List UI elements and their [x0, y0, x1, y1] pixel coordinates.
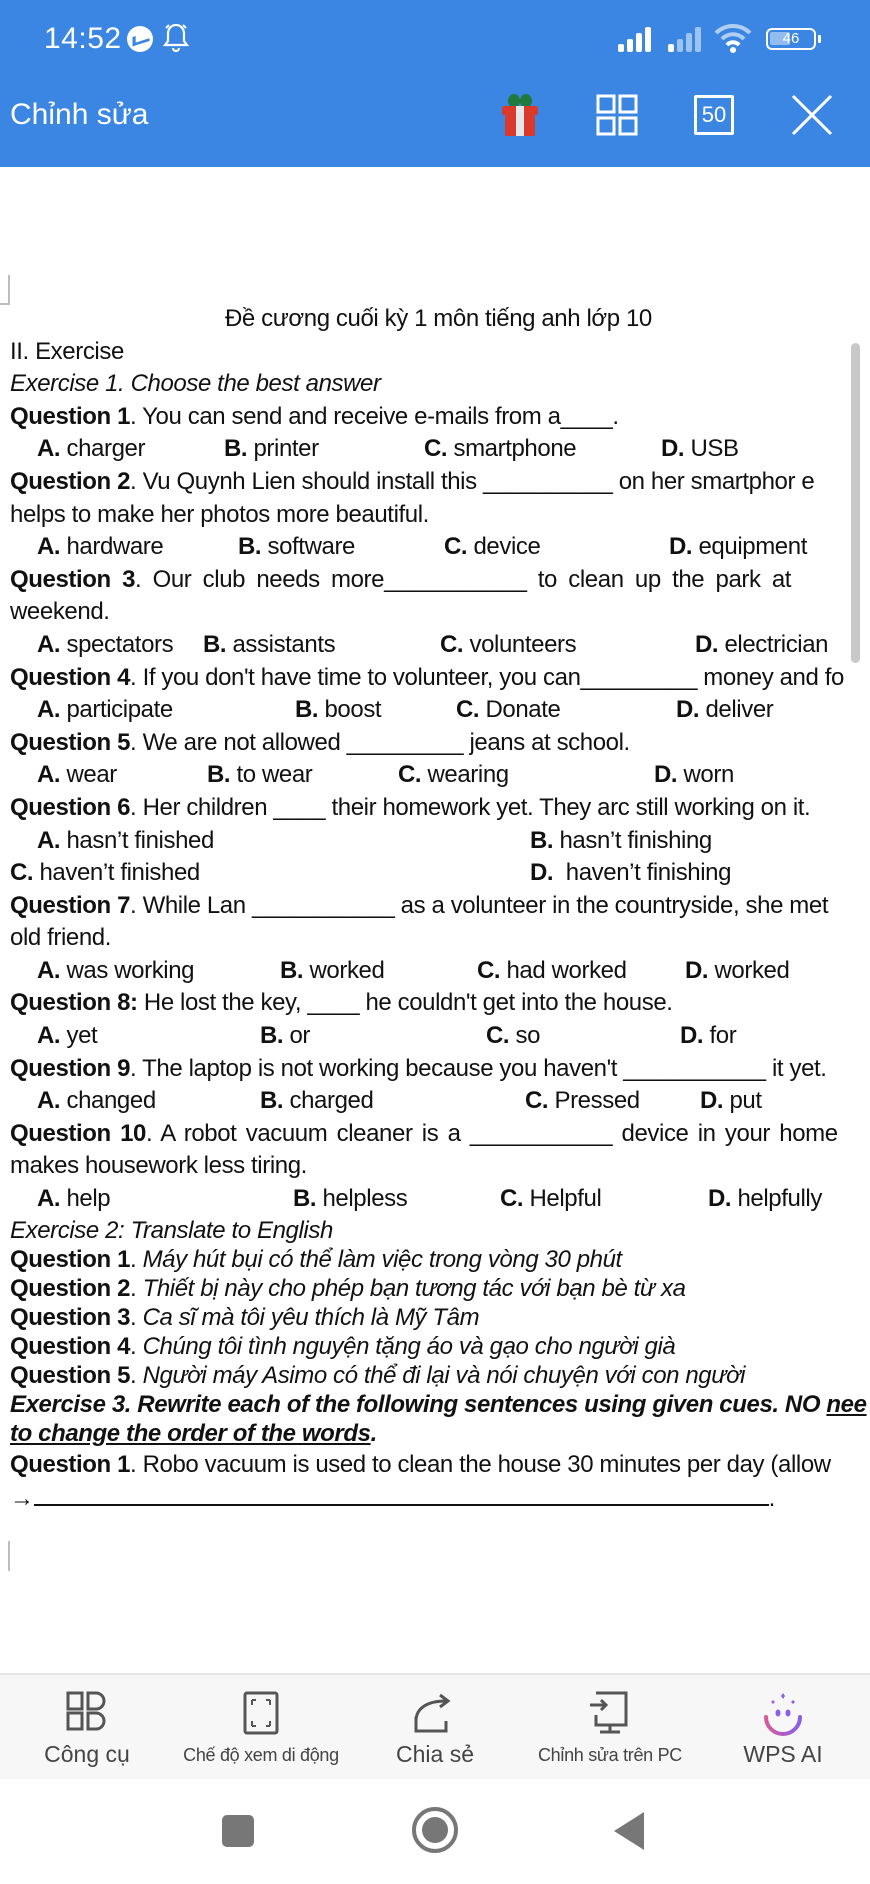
- answer-option: [676, 694, 773, 727]
- answer-option: [37, 759, 117, 792]
- text-fragment: Thiết bị này cho phép bạn tương tác với bạn bè từ xa: [142, 1274, 686, 1302]
- text-fragment: A.: [37, 826, 61, 854]
- text-fragment: .: [130, 728, 137, 756]
- text-fragment: device: [473, 533, 541, 561]
- answer-option: [661, 433, 739, 466]
- text-fragment: B.: [224, 435, 248, 463]
- document-canvas[interactable]: [0, 167, 870, 1672]
- answer-option: [685, 955, 789, 988]
- status-bar: [0, 0, 870, 78]
- text-fragment: A.: [37, 533, 61, 561]
- text-fragment: .: [130, 793, 137, 821]
- question-7-cont: old friend.: [10, 924, 111, 952]
- bottom-toolbar: [0, 1673, 870, 1779]
- answer-option: [708, 1183, 822, 1216]
- text-fragment: A.: [37, 1185, 61, 1213]
- text-fragment: B.: [280, 956, 304, 984]
- answer-blank[interactable]: [34, 1484, 769, 1506]
- answer-option: [293, 1183, 407, 1216]
- text-fragment: .: [145, 1119, 153, 1147]
- alarm-bell-icon: [163, 22, 189, 57]
- answer-option: [295, 694, 381, 727]
- text-fragment: C.: [456, 696, 480, 724]
- text-fragment: D.: [685, 956, 709, 984]
- text-fragment: B.: [238, 533, 262, 561]
- answer-option: [424, 433, 576, 466]
- question-3-cont: weekend.: [10, 598, 110, 626]
- text-fragment: Question 6: [10, 793, 131, 821]
- text-fragment: deliver: [705, 696, 774, 724]
- text-fragment: worked: [309, 956, 385, 984]
- text-fragment: D.: [661, 435, 685, 463]
- answer-option: [530, 825, 712, 858]
- rewrite-question-1: [10, 1448, 870, 1482]
- wps-ai-icon: [761, 1691, 805, 1742]
- question-8: [10, 987, 870, 1020]
- answer-option: [280, 955, 384, 988]
- close-icon[interactable]: [790, 92, 834, 138]
- question-7: [10, 890, 870, 923]
- text-fragment: haven’t finished: [39, 859, 200, 887]
- text-fragment: software: [267, 533, 355, 561]
- text-fragment: While Lan ___________ as a volunteer in the countryside, she met: [136, 891, 829, 919]
- text-fragment: to wear: [236, 761, 313, 789]
- text-fragment: B.: [295, 696, 319, 724]
- text-fragment: C.: [486, 1022, 510, 1050]
- answer-option: [224, 433, 319, 466]
- text-fragment: C.: [444, 533, 468, 561]
- app-header: [0, 0, 870, 167]
- text-fragment: We are not allowed _________ jeans at school.: [136, 728, 630, 756]
- document-content[interactable]: [10, 303, 870, 1516]
- text-fragment: D.: [695, 630, 719, 658]
- text-fragment: .: [130, 402, 137, 430]
- messenger-icon: [127, 26, 153, 52]
- battery-icon: [766, 28, 816, 50]
- question-5: [10, 727, 870, 760]
- text-fragment: Question 5: [10, 728, 131, 756]
- text-fragment: C.: [398, 761, 422, 789]
- text-fragment: .: [130, 467, 137, 495]
- options-1: [10, 433, 870, 466]
- vertical-scrollbar[interactable]: [851, 343, 860, 663]
- question-2-cont: helps to make her photos more beautiful.: [10, 500, 429, 528]
- answer-option: [37, 433, 145, 466]
- options-4: [10, 694, 870, 727]
- text-fragment: .: [768, 1484, 775, 1512]
- text-fragment: participate: [66, 696, 173, 724]
- answer-option: [260, 1085, 373, 1118]
- options-5: [10, 759, 870, 792]
- text-fragment: Question 9: [10, 1054, 131, 1082]
- answer-option: [207, 759, 312, 792]
- text-fragment: :: [130, 989, 138, 1017]
- exercise2-heading: Exercise 2: Translate to English: [10, 1216, 333, 1244]
- text-fragment: Our club needs more___________ to clean up the park at: [141, 565, 792, 593]
- text-fragment: C.: [440, 630, 464, 658]
- text-fragment: B.: [530, 826, 554, 854]
- answer-option: [440, 629, 576, 662]
- tools-button[interactable]: Công cụ: [22, 1675, 152, 1781]
- text-fragment: Question 1: [10, 402, 131, 430]
- answer-option: [680, 1020, 736, 1053]
- answer-option: [37, 1020, 97, 1053]
- text-fragment: Question 4: [10, 1332, 131, 1360]
- answer-option: [37, 694, 173, 727]
- question-3: [10, 564, 870, 597]
- options-3: [10, 629, 870, 662]
- text-fragment: A robot vacuum cleaner is a ___________ device in your home: [152, 1119, 838, 1147]
- answer-option: [700, 1085, 762, 1118]
- text-fragment: If you don't have time to volunteer, you can_________ money and fo: [136, 663, 844, 691]
- text-fragment: Her children ____ their homework yet. They arc still working on it.: [136, 793, 811, 821]
- text-fragment: A.: [37, 435, 61, 463]
- exercise3-heading: [10, 1390, 870, 1419]
- text-fragment: yet: [66, 1022, 98, 1050]
- text-fragment: wear: [66, 761, 117, 789]
- grid-view-icon[interactable]: [596, 92, 638, 138]
- text-fragment: or: [289, 1022, 311, 1050]
- text-fragment: Ca sĩ mà tôi yêu thích là Mỹ Tâm: [142, 1303, 480, 1331]
- text-fragment: The laptop is not working because you haven't ___________ it yet.: [136, 1054, 827, 1082]
- edit-title[interactable]: Chỉnh sửa: [10, 98, 149, 131]
- wps-ai-button[interactable]: WPS AI: [718, 1675, 848, 1781]
- answer-option: [37, 629, 173, 662]
- text-fragment: haven’t finishing: [565, 859, 732, 887]
- question-9: [10, 1053, 870, 1086]
- exercise1-heading: Exercise 1. Choose the best answer: [10, 370, 381, 398]
- answer-option: [37, 531, 163, 564]
- text-fragment: helpless: [322, 1185, 408, 1213]
- text-fragment: Question 3: [10, 1303, 131, 1331]
- answer-option: [238, 531, 355, 564]
- text-fragment: C.: [424, 435, 448, 463]
- translate-question-4: Question 4. Chúng tôi tình nguyện tặng áo và gạo cho người già: [10, 1332, 676, 1360]
- answer-option: [37, 1183, 110, 1216]
- translate-question-2: Question 2. Thiết bị này cho phép bạn tương tác với bạn bè từ xa: [10, 1274, 686, 1302]
- text-fragment: boost: [324, 696, 382, 724]
- text-fragment: A.: [37, 630, 61, 658]
- answer-option: [477, 955, 627, 988]
- text-fragment: Question 7: [10, 891, 131, 919]
- text-fragment: A.: [37, 956, 61, 984]
- text-fragment: Question 2: [10, 467, 131, 495]
- text-fragment: Người máy Asimo có thể đi lại và nói chuyện với con người: [142, 1361, 746, 1389]
- text-fragment: . Robo vacuum is used to clean the house 30 minutes per day (allow: [130, 1450, 831, 1478]
- recent-apps-button[interactable]: [222, 1815, 254, 1847]
- text-fragment: nee: [826, 1390, 867, 1418]
- text-fragment: C.: [500, 1185, 524, 1213]
- text-fragment: B.: [293, 1185, 317, 1213]
- text-fragment: charger: [66, 435, 146, 463]
- text-fragment: C.: [525, 1087, 549, 1115]
- text-fragment: D.: [669, 533, 693, 561]
- text-fragment: C.: [477, 956, 501, 984]
- text-fragment: .: [130, 663, 137, 691]
- text-fragment: B.: [207, 761, 231, 789]
- answer-option: [398, 759, 509, 792]
- text-fragment: A.: [37, 1022, 61, 1050]
- text-fragment: A.: [37, 1087, 61, 1115]
- text-fragment: worn: [683, 761, 734, 789]
- answer-option: [500, 1183, 601, 1216]
- options-6a: [10, 825, 870, 858]
- text-fragment: D.: [676, 696, 700, 724]
- text-fragment: B.: [260, 1087, 284, 1115]
- text-fragment: Exercise 3. Rewrite each of the following sentences using given cues. NO: [10, 1390, 827, 1418]
- text-fragment: Helpful: [529, 1185, 602, 1213]
- text-fragment: .: [370, 1419, 377, 1447]
- text-fragment: wearing: [427, 761, 509, 789]
- text-fragment: Question 2: [10, 1274, 131, 1302]
- text-fragment: .: [135, 565, 142, 593]
- text-fragment: Question 5: [10, 1361, 131, 1389]
- share-icon: [412, 1691, 458, 1740]
- answer-option: [486, 1020, 540, 1053]
- toolbar: [0, 78, 870, 167]
- text-fragment: smartphone: [453, 435, 577, 463]
- text-fragment: hasn’t finishing: [559, 826, 712, 854]
- edit-on-pc-icon: [588, 1691, 632, 1740]
- translate-question-1: Question 1. Máy hút bụi có thể làm việc trong vòng 30 phút: [10, 1245, 622, 1273]
- answer-option: [530, 857, 731, 890]
- text-fragment: D.: [530, 859, 554, 887]
- wifi-icon: [714, 22, 752, 59]
- home-button[interactable]: [412, 1807, 458, 1853]
- text-fragment: A.: [37, 696, 61, 724]
- text-fragment: B.: [203, 630, 227, 658]
- text-fragment: so: [515, 1022, 541, 1050]
- doc-title: Đề cương cuối kỳ 1 môn tiếng anh lớp 10: [225, 305, 652, 332]
- text-fragment: equipment: [698, 533, 807, 561]
- answer-option: [37, 955, 194, 988]
- back-button[interactable]: [614, 1812, 644, 1850]
- page-corner-mark: [0, 275, 10, 305]
- answer-option: [37, 825, 214, 858]
- text-fragment: spectators: [66, 630, 174, 658]
- page-corner-mark: [0, 1541, 10, 1571]
- options-2: [10, 531, 870, 564]
- text-fragment: Question 1: [10, 1450, 131, 1478]
- battery-level: 46: [782, 30, 800, 47]
- exercise3-heading-cont: [10, 1419, 870, 1448]
- text-fragment: for: [709, 1022, 737, 1050]
- text-fragment: You can send and receive e-mails from a____.: [136, 402, 619, 430]
- text-fragment: to change the order of the words: [10, 1419, 371, 1447]
- text-fragment: D.: [680, 1022, 704, 1050]
- answer-option: [10, 857, 200, 890]
- gift-icon[interactable]: [500, 92, 540, 138]
- text-fragment: assistants: [232, 630, 336, 658]
- options-6b: [10, 857, 870, 890]
- answer-option: [695, 629, 828, 662]
- answer-option: [260, 1020, 310, 1053]
- text-fragment: B.: [260, 1022, 284, 1050]
- answer-option: [37, 1085, 156, 1118]
- text-fragment: changed: [66, 1087, 156, 1115]
- text-fragment: C.: [10, 859, 34, 887]
- text-fragment: Question 3: [10, 565, 136, 593]
- text-fragment: Chúng tôi tình nguyện tặng áo và gạo cho người già: [142, 1332, 676, 1360]
- answer-option: [669, 531, 807, 564]
- text-fragment: .: [130, 1054, 137, 1082]
- text-fragment: was working: [66, 956, 195, 984]
- question-10-cont: makes housework less tiring.: [10, 1152, 307, 1180]
- text-fragment: charged: [289, 1087, 374, 1115]
- text-fragment: help: [66, 1185, 111, 1213]
- text-fragment: Question 8: [10, 989, 131, 1017]
- text-fragment: Vu Quynh Lien should install this __________ on her smartphor e: [136, 467, 815, 495]
- share-button[interactable]: Chia sẻ: [370, 1675, 500, 1781]
- text-fragment: helpfully: [737, 1185, 822, 1213]
- text-fragment: USB: [690, 435, 739, 463]
- question-1: [10, 401, 870, 434]
- text-fragment: had worked: [506, 956, 627, 984]
- tools-icon: [66, 1691, 108, 1738]
- options-8: [10, 1020, 870, 1053]
- text-fragment: Question 4: [10, 663, 131, 691]
- text-fragment: Question 10: [10, 1119, 146, 1147]
- text-fragment: volunteers: [469, 630, 577, 658]
- text-fragment: D.: [654, 761, 678, 789]
- answer-option: [525, 1085, 640, 1118]
- section-heading: II. Exercise: [10, 337, 124, 365]
- text-fragment: D.: [700, 1087, 724, 1115]
- options-10: [10, 1183, 870, 1216]
- text-fragment: Donate: [485, 696, 561, 724]
- system-nav-bar: [0, 1779, 870, 1884]
- question-2: [10, 466, 870, 499]
- translate-question-3: Question 3. Ca sĩ mà tôi yêu thích là Mỹ Tâm: [10, 1303, 480, 1331]
- text-fragment: Pressed: [554, 1087, 640, 1115]
- mobile-view-icon: [243, 1691, 279, 1740]
- rewrite-answer-line: → .: [10, 1484, 775, 1512]
- text-fragment: Máy hút bụi có thể làm việc trong vòng 30 phút: [142, 1245, 622, 1273]
- question-6: [10, 792, 870, 825]
- question-4: [10, 662, 870, 695]
- text-fragment: electrician: [724, 630, 829, 658]
- signal-icon: [618, 26, 658, 57]
- text-fragment: worked: [714, 956, 790, 984]
- mobile-view-button[interactable]: Chế độ xem di động: [170, 1675, 352, 1781]
- answer-option: [444, 531, 540, 564]
- text-fragment: put: [729, 1087, 762, 1115]
- options-7: [10, 955, 870, 988]
- text-fragment: He lost the key, ____ he couldn't get into the house.: [137, 989, 673, 1017]
- signal-icon-2: [668, 26, 708, 57]
- text-fragment: printer: [253, 435, 319, 463]
- page-count-icon[interactable]: 50: [694, 95, 734, 135]
- text-fragment: hasn’t finished: [66, 826, 214, 854]
- text-fragment: D.: [708, 1185, 732, 1213]
- status-time: 14:52: [44, 22, 122, 55]
- question-10: [10, 1118, 870, 1151]
- answer-option: [203, 629, 335, 662]
- edit-on-pc-button[interactable]: Chỉnh sửa trên PC: [520, 1675, 700, 1781]
- translate-question-5: Question 5. Người máy Asimo có thể đi lại và nói chuyện với con người: [10, 1361, 746, 1389]
- text-fragment: Question 1: [10, 1245, 131, 1273]
- answer-option: [456, 694, 560, 727]
- options-9: [10, 1085, 870, 1118]
- answer-option: [654, 759, 734, 792]
- text-fragment: hardware: [66, 533, 164, 561]
- text-fragment: A.: [37, 761, 61, 789]
- text-fragment: .: [130, 891, 137, 919]
